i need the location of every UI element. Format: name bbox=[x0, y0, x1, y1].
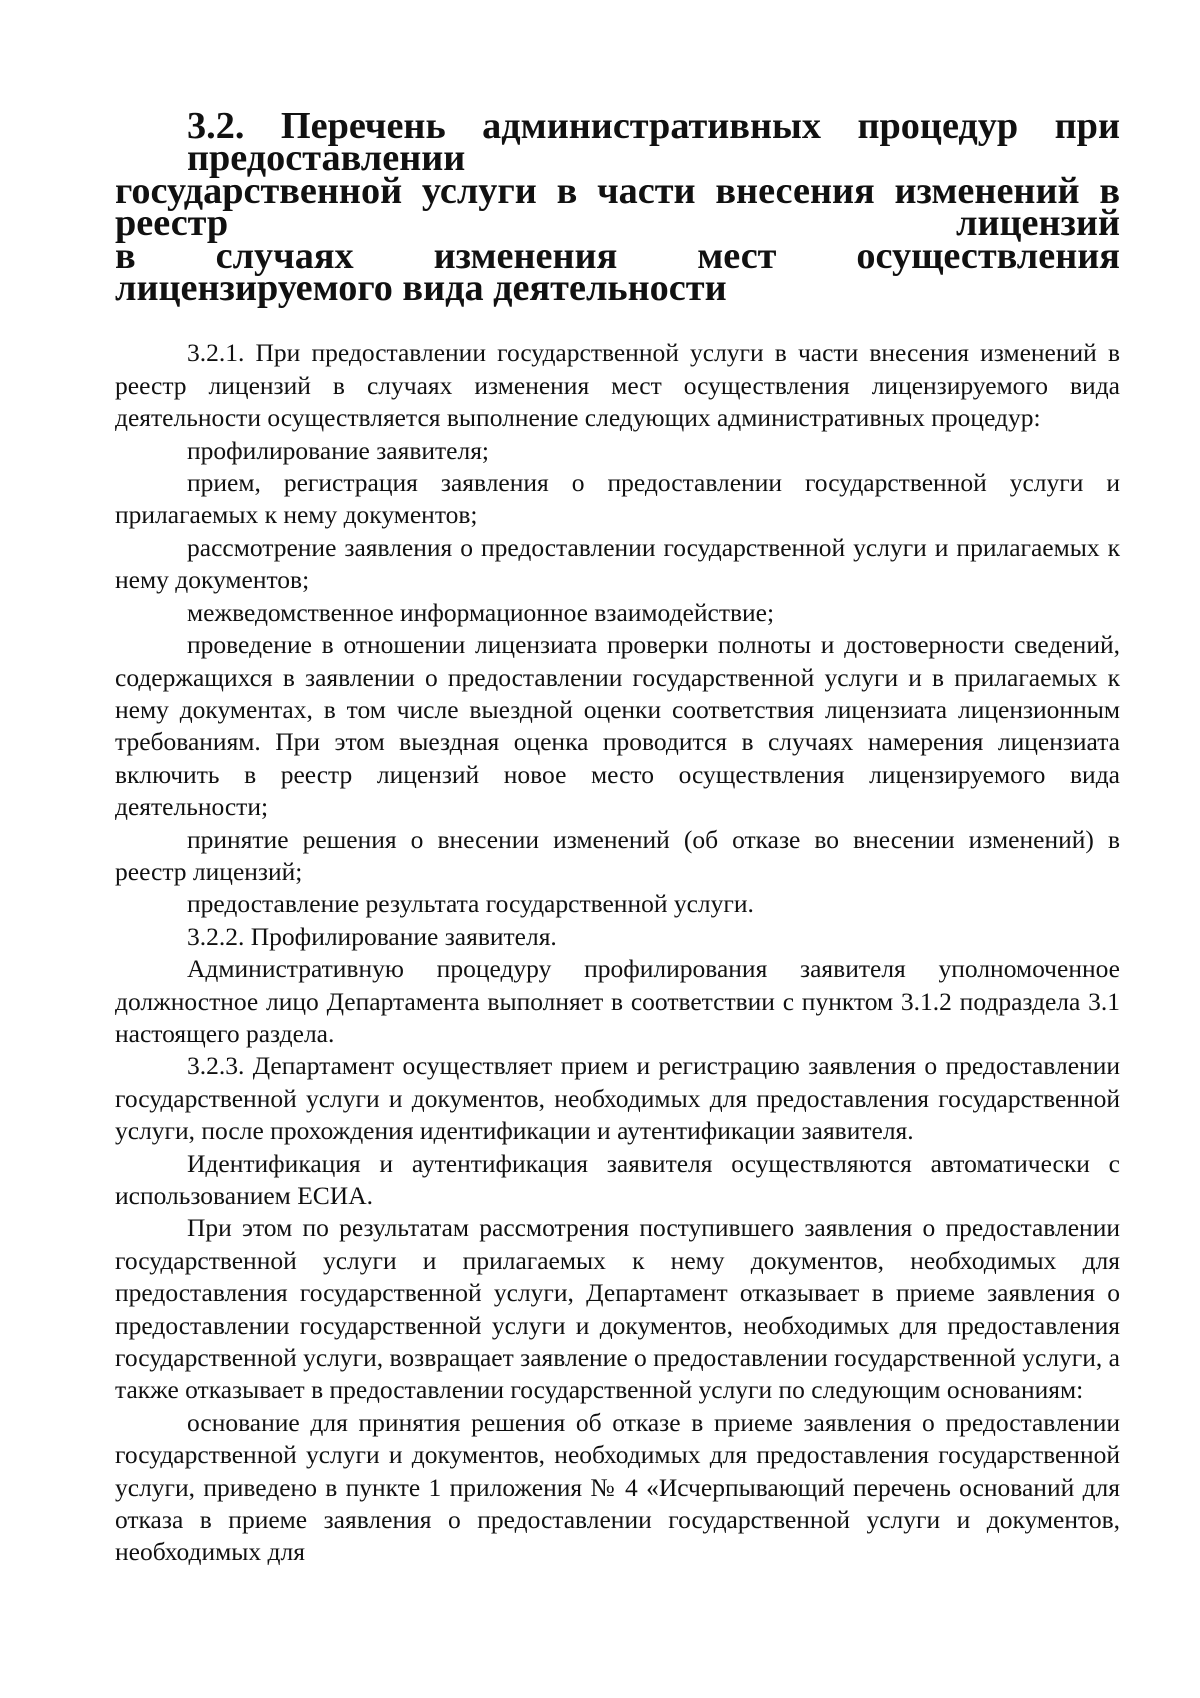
paragraph-profiling-procedure: Административную процедуру профилирования заявителя уполномоченное должностное лицо Департамента выполняет в соответствии с пунктом 3.1.2 подраздела 3.1 настоящего раздела. bbox=[115, 954, 1120, 1048]
section-heading bbox=[115, 105, 1120, 310]
paragraph-3-2-3: 3.2.3. Департамент осуществляет прием и регистрацию заявления о предоставлении государственной услуги и документов, необходимых для предоставления государственной услуги, после прохождения идентификации и аутентификации заявителя. bbox=[115, 1051, 1120, 1146]
document-page bbox=[115, 105, 1120, 1569]
list-item-result: предоставление результата государственной услуги. bbox=[187, 889, 754, 919]
paragraph-3-2-1: 3.2.1. При предоставлении государственной услуги в части внесения изменений в реестр лицензий в случаях изменения мест осуществления лицензируемого вида деятельности осуществляется выполнение следующих административных процедур: bbox=[115, 338, 1120, 433]
paragraph-3-2-2: 3.2.2. Профилирование заявителя. bbox=[187, 921, 557, 951]
section-heading-line-1: 3.2. Перечень административных процедур при предоставлении bbox=[187, 105, 1120, 180]
paragraph-identification: Идентификация и аутентификация заявителя осуществляются автоматически с использованием ЕСИА. bbox=[115, 1148, 1120, 1210]
section-heading-line-3: в случаях изменения мест осуществления лицензируемого вида деятельности bbox=[115, 234, 1120, 310]
section-heading-line-2: государственной услуги в части внесения изменений в реестр лицензий bbox=[115, 169, 1120, 245]
list-item-review: рассмотрение заявления о предоставлении государственной услуги и прилагаемых к нему документов; bbox=[115, 532, 1120, 595]
list-item-decision: принятие решения о внесении изменений (об отказе во внесении изменений) в реестр лицензий; bbox=[115, 824, 1120, 886]
list-item-profiling: профилирование заявителя; bbox=[187, 435, 490, 465]
document-body bbox=[115, 337, 1120, 1568]
list-item-interagency: межведомственное информационное взаимодействие; bbox=[187, 597, 775, 627]
list-item-reception: прием, регистрация заявления о предоставлении государственной услуги и прилагаемых к нему документов; bbox=[115, 468, 1120, 530]
list-item-verification: проведение в отношении лицензиата проверки полноты и достоверности сведений, содержащихся в заявлении о предоставлении государственной услуги и в прилагаемых к нему документах, в том числе выездной оценки соответствия лицензиата лицензионным требованиям. При этом выездная оценка проводится в случаях намерения лицензиата включить в реестр лицензий новое место осуществления лицензируемого вида деятельности; bbox=[115, 630, 1120, 822]
paragraph-refusal-basis: основание для принятия решения об отказе в приеме заявления о предоставлении государственной услуги и документов, необходимых для предоставления государственной услуги, приведено в пункте 1 приложения № 4 «Исчерпывающий перечень оснований для отказа в приеме заявления о предоставлении государственной услуги и документов, необходимых для bbox=[115, 1407, 1120, 1567]
paragraph-refusal-grounds: При этом по результатам рассмотрения поступившего заявления о предоставлении государственной услуги и прилагаемых к нему документов, необходимых для предоставления государственной услуги, Департамент отказывает в приеме заявления о предоставлении государственной услуги и документов, необходимых для предоставления государственной услуги, возвращает заявление о предоставлении государственной услуги, а также отказывает в предоставлении государственной услуги по следующим основаниям: bbox=[115, 1213, 1120, 1405]
